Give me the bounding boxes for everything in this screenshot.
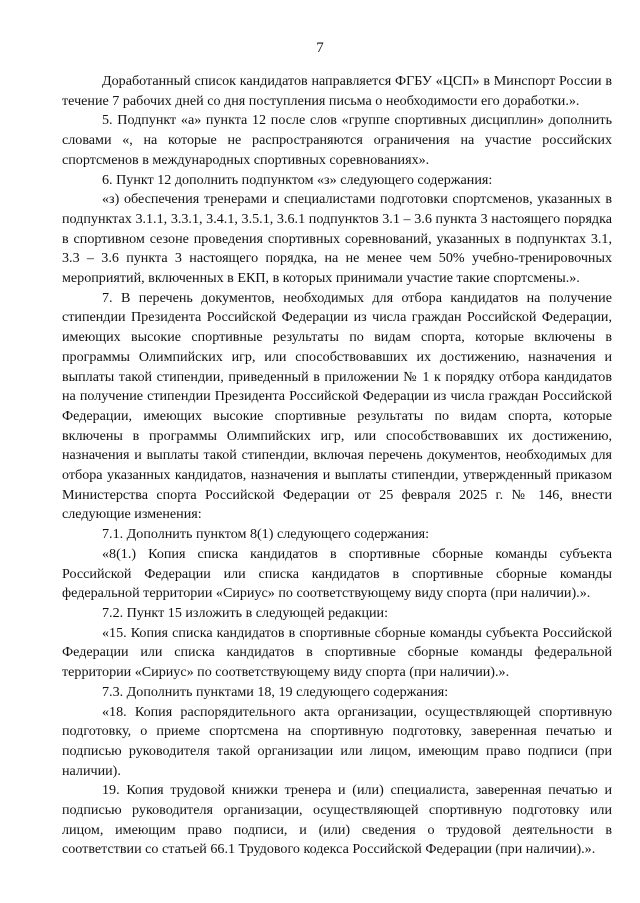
paragraph-item-7-2: 7.2. Пункт 15 изложить в следующей редакции:	[102, 604, 389, 621]
paragraph-revised-list: Доработанный список кандидатов направляется ФГБУ «ЦСП» в Минспорт России в течение 7 рабочих дней со дня поступления письма о необходимости его доработки.».	[62, 73, 612, 109]
document-body	[62, 72, 612, 860]
paragraph-item-5: 5. Подпункт «а» пункта 12 после слов «группе спортивных дисциплин» дополнить словами «, на которые не распространяются ограничения на участие российских спортсменов в международных спортивных соревнованиях».	[62, 112, 612, 168]
paragraph-item-15: «15. Копия списка кандидатов в спортивные сборные команды субъекта Российской Федерации или списка кандидатов в спортивные сборные команды федеральной территории «Сириус» по соответствующему виду спорта (при наличии).».	[62, 624, 612, 681]
paragraph-item-8-1: «8(1.) Копия списка кандидатов в спортивные сборные команды субъекта Российской Федерации или списка кандидатов в спортивные сборные команды федеральной территории «Сириус» по соответствующему виду спорта (при наличии).».	[62, 545, 612, 602]
paragraph-item-19: 19. Копия трудовой книжки тренера и (или) специалиста, заверенная печатью и подписью руководителя организации, осуществляющей спортивную подготовку или лицом, имеющим право подписи, и (или) сведения о трудовой деятельности в соответствии со статьей 66.1 Трудового кодекса Российской Федерации (при наличии).».	[62, 782, 612, 858]
paragraph-item-7-3: 7.3. Дополнить пунктами 18, 19 следующего содержания:	[102, 683, 449, 700]
paragraph-subitem-z: «з) обеспечения тренерами и специалистами подготовки спортсменов, указанных в подпунктах 3.1.1, 3.3.1, 3.4.1, 3.5.1, 3.6.1 подпунктов 3.1 – 3.6 пункта 3 настоящего порядка в спортивном сезоне проведения спортивных соревнований, указанных в подпунктах 3.1, 3.3 – 3.6 пункта 3 настоящего порядка, на не менее чем 50% учебно-тренировочных мероприятий, включенных в ЕКП, в которых принимали участие такие спортсмены.».	[62, 191, 612, 287]
paragraph-item-18: «18. Копия распорядительного акта организации, осуществляющей спортивную подготовку, о приеме спортсмена на спортивную подготовку, заверенная печатью и подписью руководителя такой организации или лицом, имеющим право подписи (при наличии).	[62, 703, 612, 779]
paragraph-item-7: 7. В перечень документов, необходимых для отбора кандидатов на получение стипендии Президента Российской Федерации из числа граждан Российской Федерации, имеющих высокие спортивные результаты по видам спорта, которые включены в программы Олимпийских игр, или способствовавших их достижению, назначения и выплаты такой стипендии, приведенный в приложении № 1 к порядку отбора кандидатов на получение стипендии Президента Российской Федерации из числа граждан Российской Федерации, имеющих высокие спортивные результаты по видам спорта, которые включены в программы Олимпийских игр, или способствовавших их достижению, назначения и выплаты такой стипендии, включая перечень документов, необходимых для отбора указанных кандидатов, назначения и выплаты стипендии, утвержденный приказом Министерства спорта Российской Федерации от 25 февраля 2025 г. № 146, внести следующие изменения:	[62, 289, 612, 523]
page-number: 7	[316, 40, 324, 56]
paragraph-item-7-1: 7.1. Дополнить пунктом 8(1) следующего содержания:	[102, 526, 430, 543]
paragraph-item-6: 6. Пункт 12 дополнить подпунктом «з» следующего содержания:	[102, 171, 493, 188]
